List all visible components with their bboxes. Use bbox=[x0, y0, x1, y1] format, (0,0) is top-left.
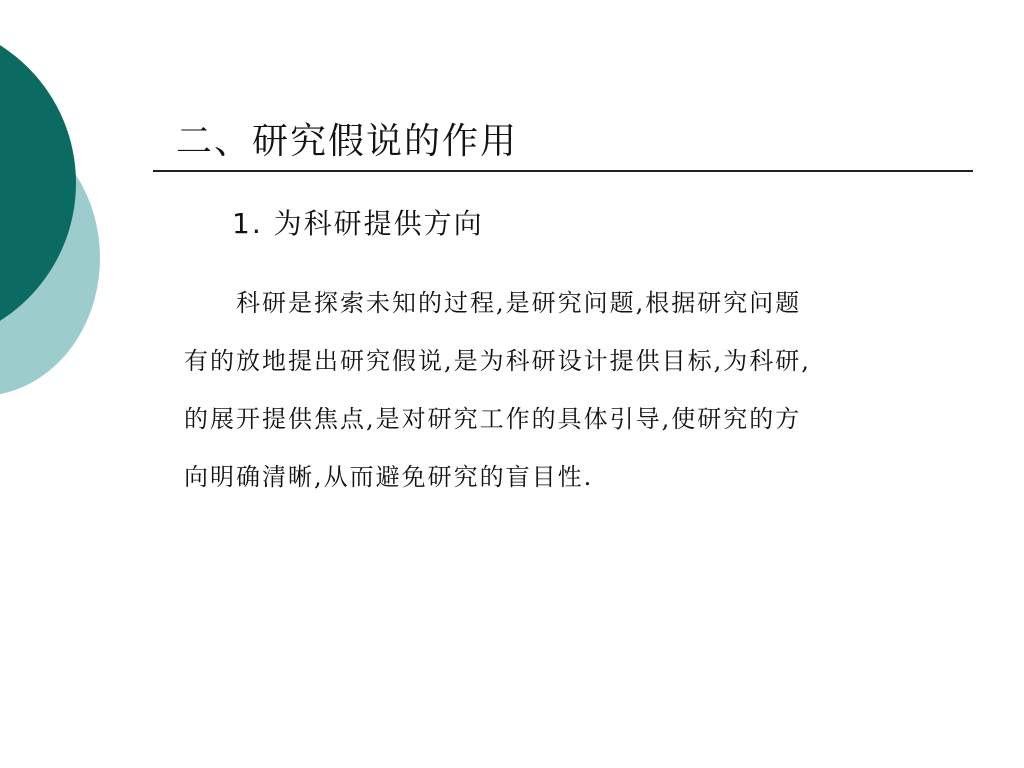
subheading bbox=[232, 202, 484, 246]
body-line-2: 有的放地提出研究假说,是为科研设计提供目标,为科研, bbox=[184, 347, 811, 375]
slide-title: 二、研究假说的作用 bbox=[176, 121, 519, 162]
subheading-number: 1. bbox=[232, 207, 263, 240]
body-line-1: 科研是探索未知的过程,是研究问题,根据研究问题 bbox=[236, 289, 802, 317]
body-line-4: 向明确清晰,从而避免研究的盲目性. bbox=[184, 463, 594, 491]
title-divider bbox=[153, 170, 973, 172]
subheading-text: 为科研提供方向 bbox=[273, 207, 484, 240]
body-line-3: 的展开提供焦点,是对研究工作的具体引导,使研究的方 bbox=[184, 405, 802, 433]
body-paragraph bbox=[184, 274, 924, 506]
